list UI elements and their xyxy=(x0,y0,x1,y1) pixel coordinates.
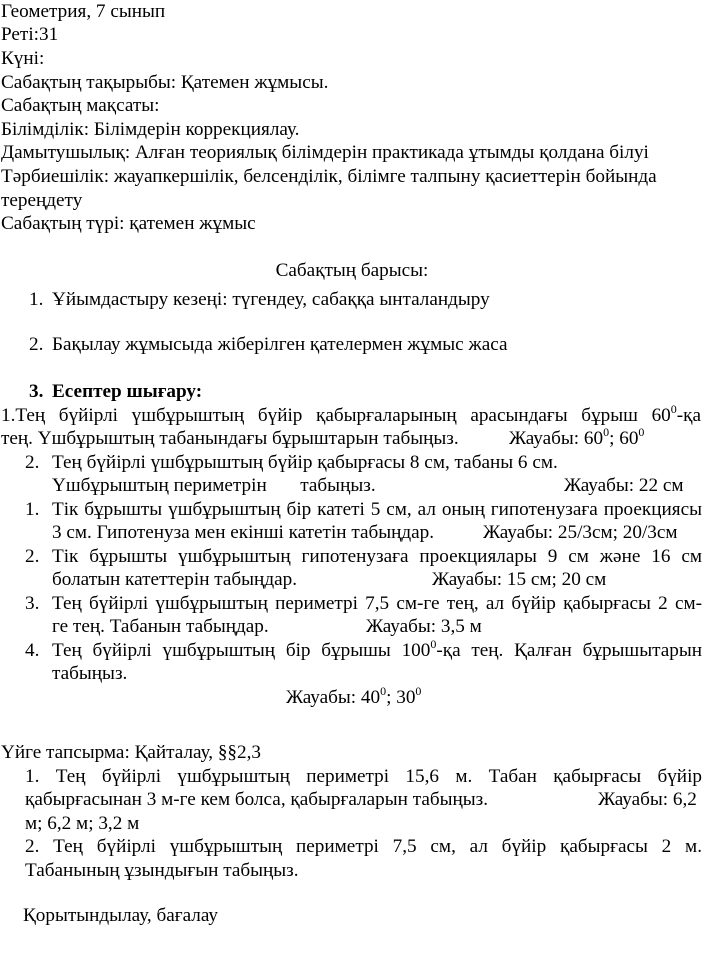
problem6-answer: Жауабы: $40^0$; $30^0$ xyxy=(286,683,422,708)
problem1-answer: Жауабы: $60^0$; $60^0$ xyxy=(509,424,645,449)
problem6-line2: табыңыз. xyxy=(52,663,128,684)
homework1-line3: м; 6,2 м; 3,2 м xyxy=(25,813,140,834)
problem5-line1: Тең бүйірлі үшбұрыштың периметрі 7,5 см-ге тең, ал бүйір қабырғасы 2 см- xyxy=(52,593,702,614)
order-line: Реті:31 xyxy=(1,24,59,45)
problem2-answer: Жауабы: 22 см xyxy=(564,475,684,496)
problem4-line1: Тік бұрышты үшбұрыштың гипотенузаға проекциялары 9 см және 16 см xyxy=(52,546,702,567)
goals-title: Сабақтың мақсаты: xyxy=(1,95,160,116)
goal-upbringing-line2: тереңдету xyxy=(1,190,83,211)
problem6-line1: Тең бүйірлі үшбұрыштың бір бұрышы $100^0-қа$ тең. Қалған бұрышытарын xyxy=(52,636,702,661)
goal-upbringing-line1: Тәрбиешілік: жауапкершілік, белсенділік, білімге талпыну қасиеттерін бойында xyxy=(1,166,657,187)
homework1-answer: Жауабы: 6,2 xyxy=(598,789,697,810)
problem3-answer: Жауабы: 25/3см; 20/3см xyxy=(483,522,678,543)
problem1-line1: 1.Тең бүйірлі үшбұрыштың бүйір қабырғаларының арасындағы бұрыш $60^0-қа$ xyxy=(1,401,701,426)
problem3-number: 1. xyxy=(25,499,40,520)
step1-number: 1. xyxy=(29,289,44,310)
goal-developmental: Дамытушылық: Алған теориялық білімдерін практикада ұтымды қолдана білуі xyxy=(1,142,649,163)
problem5-line2: ге тең. Табанын табыңдар. xyxy=(52,616,269,637)
problem2-number: 2. xyxy=(25,452,40,473)
progress-title: Сабақтың барысы: xyxy=(275,260,429,281)
step2-number: 2. xyxy=(29,334,44,355)
step3-text: Есептер шығару: xyxy=(52,381,203,402)
problem5-number: 3. xyxy=(25,593,40,614)
topic-line: Сабақтың тақырыбы: Қатемен жұмысы. xyxy=(1,72,329,93)
problem2-line1: Тең бүйірлі үшбұрыштың бүйір қабырғасы 8 см, табаны 6 см. xyxy=(52,452,558,473)
homework1-line2: қабырғасынан 3 м-ге кем болса, қабырғаларын табыңыз. xyxy=(25,789,489,810)
homework-title: Үйге тапсырма: Қайталау, §§2,3 xyxy=(1,742,262,763)
homework2-line2: Табанының ұзындығын табыңыз. xyxy=(25,860,299,881)
lesson-type: Сабақтың түрі: қатемен жұмыс xyxy=(1,213,256,234)
step1-text: Ұйымдастыру кезеңі: түгендеу, сабаққа ынталандыру xyxy=(52,289,490,310)
problem4-line2: болатын катеттерін табыңдар. xyxy=(52,569,297,590)
date-line: Күні: xyxy=(1,48,45,69)
problem6-number: 4. xyxy=(25,640,40,661)
problem2-line2: Үшбұрыштың периметрін табыңыз. xyxy=(52,475,376,496)
problem4-answer: Жауабы: 15 см; 20 см xyxy=(432,569,607,590)
goal-educational: Білімділік: Білімдерін коррекциялау. xyxy=(1,119,300,140)
step3-number: 3. xyxy=(29,381,44,402)
problem1-line2: тең. Үшбұрыштың табанындағы бұрыштарын табыңыз. xyxy=(1,428,459,449)
step2-text: Бақылау жұмысыда жіберілген қателермен жұмыс жаса xyxy=(52,334,508,355)
problem4-number: 2. xyxy=(25,546,40,567)
problem3-line2: 3 см. Гипотенуза мен екінші катетін табыңдар. xyxy=(52,522,435,543)
problem5-answer: Жауабы: 3,5 м xyxy=(366,616,482,637)
problem3-line1: Тік бұрышты үшбұрыштың бір катеті 5 см, ал оның гипотенузаға проекциясы xyxy=(52,499,702,520)
homework2-line1: 2. Тең бүйірлі үшбұрыштың периметрі 7,5 см, ал бүйір қабырғасы 2 м. xyxy=(25,836,702,857)
conclusion: Қорытындылау, бағалау xyxy=(23,905,219,926)
homework1-line1: 1. Тең бүйірлі үшбұрыштың периметрі 15,6 м. Табан қабырғасы бүйір xyxy=(25,766,702,787)
subject-line: Геометрия, 7 сынып xyxy=(1,1,166,22)
